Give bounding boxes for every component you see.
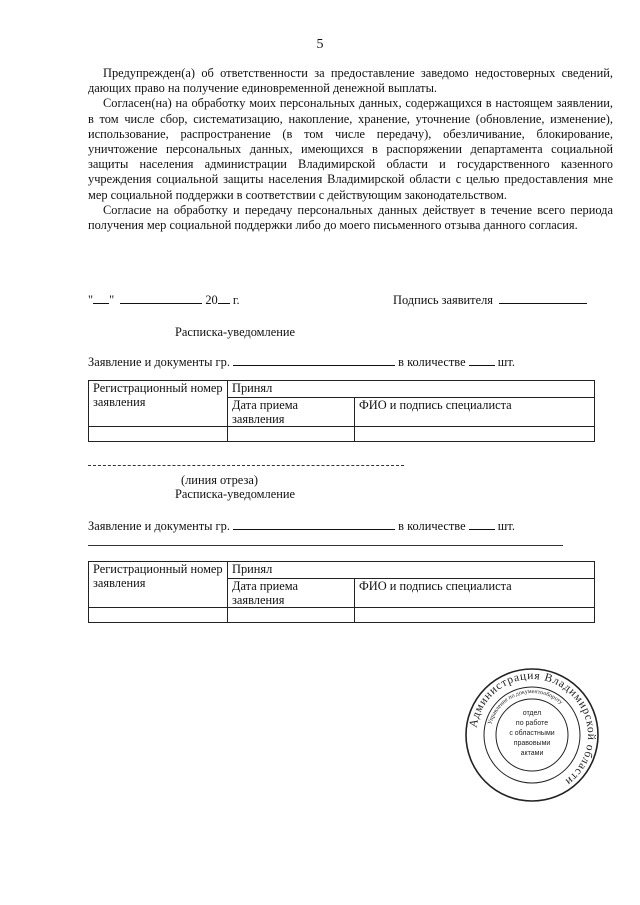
body-text: [88, 66, 613, 233]
stamp-line-4: правовыми: [513, 740, 551, 747]
page-number: 5: [316, 37, 324, 52]
date-cell[interactable]: [228, 608, 355, 623]
registration-table-2: [88, 561, 595, 623]
official-stamp: [464, 667, 600, 803]
paragraph-consent: Согласен(на) на обработку моих персональных данных, содержащихся в настоящем заявлении, в том числе сбор, систематизацию, накопление, хранение, уточнение (обновление, изменение), использование, распространение (в том числе передачу), обезличивание, блокирование, уничтожение персональных данных, имеющихся в распоряжении департамента социальной защиты населения администрации Владимирской области и государственного казенного учреждения социальной защиты населения Владимирской области с целью предоставления мне мер социальной поддержки в соответствии с действующим законодательством.: [88, 96, 613, 202]
specialist-cell[interactable]: [355, 608, 595, 623]
stamp-line-5: актами: [520, 750, 544, 757]
registration-table-1: [88, 380, 595, 442]
date-received-label: Дата приема заявления: [228, 398, 355, 427]
reg-number-label: Регистрационный номер заявления: [89, 381, 228, 427]
stamp-inner-arc: Управление по документообороту: [487, 688, 564, 726]
applicant-signature[interactable]: Подпись заявителя: [393, 291, 587, 308]
specialist-signature-label: ФИО и подпись специалиста: [355, 579, 595, 608]
reg-number-label: Регистрационный номер заявления: [89, 562, 228, 608]
documents-line-1[interactable]: Заявление и документы гр. в количестве шт.: [88, 355, 515, 369]
accepted-label: Принял: [228, 562, 595, 579]
reg-number-cell[interactable]: [89, 608, 228, 623]
date-field[interactable]: " " 20 г.: [88, 293, 240, 307]
documents-line-2[interactable]: Заявление и документы гр. в количестве шт.: [88, 519, 515, 533]
stamp-line-3: с областными: [509, 730, 555, 737]
paragraph-warning: Предупрежден(а) об ответственности за предоставление заведомо недостоверных сведений, дающих право на получение единовременной денежной выплаты.: [88, 66, 613, 96]
stamp-line-2: по работе: [515, 720, 549, 727]
stamp-ring-text: Администрация Владимирской области: [467, 669, 598, 788]
stamp-line-1: отдел: [522, 710, 542, 717]
cut-line: [88, 465, 404, 466]
cut-line-label: (линия отреза): [181, 473, 258, 487]
date-received-label: Дата приема заявления: [228, 579, 355, 608]
specialist-signature-label: ФИО и подпись специалиста: [355, 398, 595, 427]
specialist-cell[interactable]: [355, 427, 595, 442]
paragraph-duration: Согласие на обработку и передачу персональных данных действует в течение всего периода получения мер социальной поддержки либо до моего письменного отзыва данного согласия.: [88, 202, 613, 233]
blank-line: [88, 545, 563, 546]
reg-number-cell[interactable]: [89, 427, 228, 442]
date-cell[interactable]: [228, 427, 355, 442]
receipt-title-2: Расписка-уведомление: [175, 487, 295, 501]
accepted-label: Принял: [228, 381, 595, 398]
receipt-title-1: Расписка-уведомление: [175, 325, 295, 339]
